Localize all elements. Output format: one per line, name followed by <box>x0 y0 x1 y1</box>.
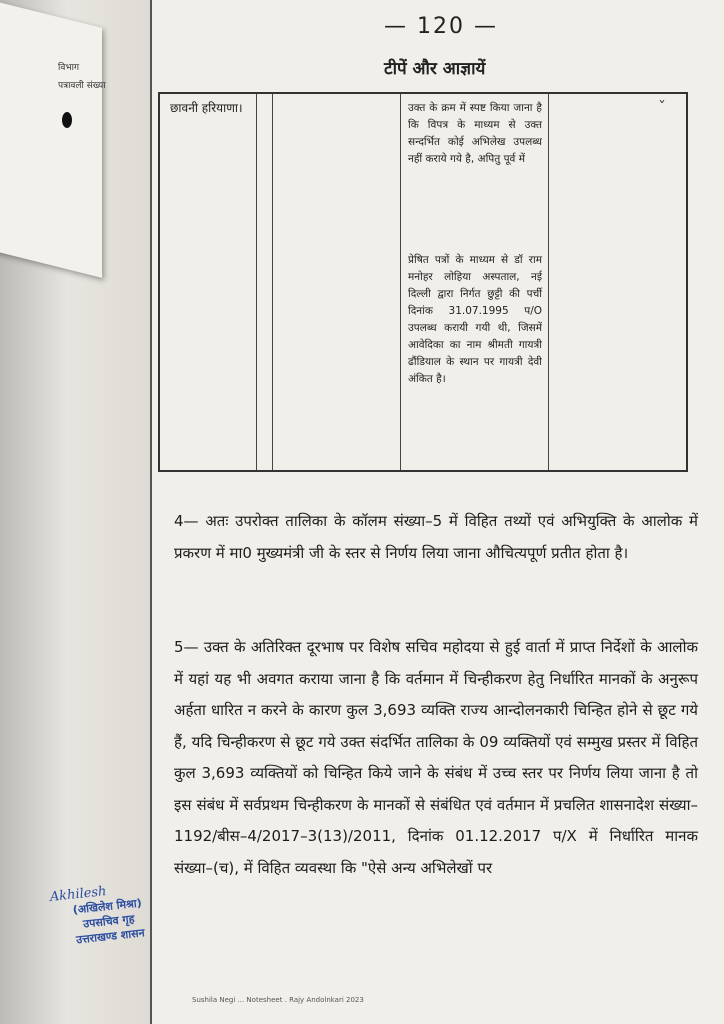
underlying-page <box>0 0 150 1024</box>
page-number: — 120 — <box>384 14 498 39</box>
paragraph-5: 5— उक्त के अतिरिक्त दूरभाष पर विशेष सचिव महोदया से हुई वार्ता में प्राप्त निर्देशों के आलोक में यहां यह भी अवगत कराया जाना है कि वर्तमान में चिन्हीकरण हेतु निर्धारित मानकों के अनुरूप अर्हता धारित न करने के कारण कुल 3,693 व्यक्ति राज्य आन्दोलनकारी चिन्हित होने से छूट गये हैं, यदि चिन्हीकरण से छूट गये उक्त संदर्भित तालिका के 09 व्यक्तियों एवं सम्मुख प्रस्तर में विहित कुल 3,693 व्यक्तियों को चिन्हित किये जाने के संबंध में उच्च स्तर पर निर्णय लिया जाना है तो इस संबंध में सर्वप्रथम चिन्हीकरण के मानकों से संबंधित एवं वर्तमान में प्रचलित शासनादेश संख्या–1192/बीस–4/2017–3(13)/2011, दिनांक 01.12.2017 प/X में निर्धारित मानक संख्या–(च), में विहित व्यवस्था कि "ऐसे अन्य अभिलेखों पर <box>174 638 698 877</box>
paragraph-4: 4— अतः उपरोक्त तालिका के कॉलम संख्या–5 में विहित तथ्यों एवं अभियुक्ति के आलोक में प्रकरण में मा0 मुख्यमंत्री जी के स्तर से निर्णय लिया जाना औचित्यपूर्ण प्रतीत होता है। <box>174 512 698 562</box>
pen-mark: ˇ <box>658 98 666 117</box>
table-cell-state: छावनी हरियाणा। <box>170 101 243 115</box>
officer-stamp <box>49 878 167 949</box>
notesheet-page <box>150 0 724 1024</box>
table-column-divider <box>548 94 549 470</box>
page-heading: टीपें और आज्ञायें <box>384 59 486 79</box>
table-column-divider <box>272 94 273 470</box>
table-column-divider <box>256 94 257 470</box>
stamp-department: उत्तराखण्ड शासन <box>75 926 146 947</box>
stamp-designation: उपसचिव गृह <box>82 912 136 931</box>
page-footer: Sushila Negi ... Notesheet . Rajy Andolnkari 2023 <box>192 996 364 1004</box>
table-column-divider <box>400 94 401 470</box>
table-cell-remark-2: प्रेषित पत्रों के माध्यम से डॉ राम मनोहर लोहिया अस्पताल, नई दिल्ली द्वारा निर्गत छुट्टी की पर्ची दिनांक 31.07.1995 प/O उपलब्ध करायी गयी थी, जिसमें आवेदिका का नाम श्रीमती गायत्री ढौंडियाल के स्थान पर गायत्री देवी अंकित है। <box>408 254 542 385</box>
handwritten-signature: Akhilesh <box>49 884 108 905</box>
remarks-table <box>158 92 688 472</box>
punch-hole <box>62 112 72 128</box>
stamp-name: (अखिलेश मिश्रा) <box>72 896 143 917</box>
left-page-line-1: विभाग <box>58 63 80 73</box>
folded-page-corner <box>0 0 102 278</box>
left-page-line-2: पत्रावली संख्या <box>58 81 106 91</box>
table-cell-remark-1: उक्त के क्रम में स्पष्ट किया जाना है कि विपत्र के माध्यम से उक्त सन्दर्भित कोई अभिलेख उपलब्ध नहीं कराये गये है, अपितु पूर्व में <box>408 102 542 165</box>
